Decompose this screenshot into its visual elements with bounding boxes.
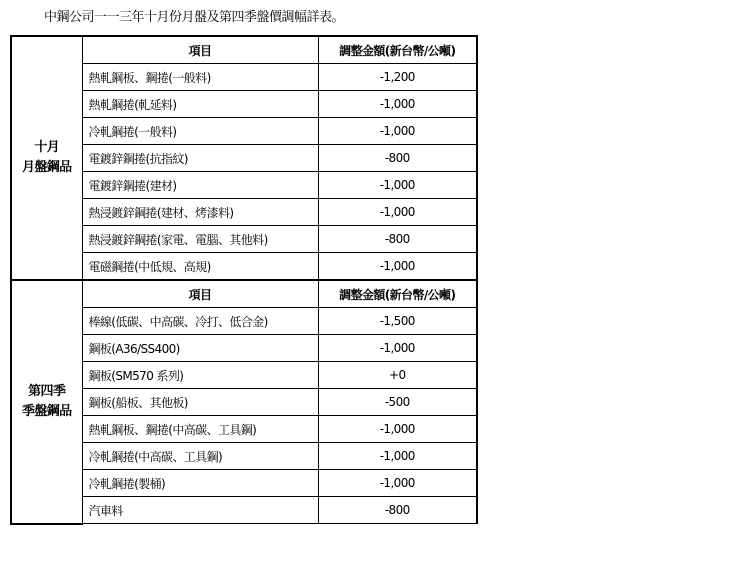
adjustment-amount: +0 [318, 362, 477, 389]
page-title: 中鋼公司一一三年十月份月盤及第四季盤價調幅詳表。 [44, 10, 345, 25]
item-name: 電鍍鋅鋼捲(建材) [82, 172, 318, 199]
column-header-amount: 調整金額(新台幣/公噸) [318, 280, 477, 308]
item-name: 熱浸鍍鋅鋼捲(家電、電腦、其他料) [82, 226, 318, 253]
table-header-row [11, 36, 477, 64]
section-label-line2: 季盤鋼品 [21, 403, 72, 419]
section-label [11, 280, 82, 524]
item-name: 電磁鋼捲(中低規、高規) [82, 253, 318, 281]
adjustment-amount: -1,000 [318, 443, 477, 470]
item-name: 鋼板(A36/SS400) [82, 335, 318, 362]
section-label-line1: 第四季 [28, 383, 66, 399]
item-name: 鋼板(SM570 系列) [82, 362, 318, 389]
adjustment-amount: -1,500 [318, 308, 477, 335]
item-name: 熱浸鍍鋅鋼捲(建材、烤漆料) [82, 199, 318, 226]
section-label [11, 36, 82, 280]
item-name: 熱軋鋼板、鋼捲(一般料) [82, 64, 318, 91]
adjustment-amount: -1,000 [318, 253, 477, 281]
column-header-amount: 調整金額(新台幣/公噸) [318, 36, 477, 64]
adjustment-amount: -500 [318, 389, 477, 416]
column-header-item: 項目 [82, 36, 318, 64]
adjustment-amount: -800 [318, 145, 477, 172]
column-header-item: 項目 [82, 280, 318, 308]
item-name: 汽車料 [82, 497, 318, 524]
item-name: 冷軋鋼捲(中高碳、工具鋼) [82, 443, 318, 470]
item-name: 鋼板(船板、其他板) [82, 389, 318, 416]
adjustment-amount: -1,000 [318, 416, 477, 443]
adjustment-amount: -800 [318, 226, 477, 253]
adjustment-amount: -1,000 [318, 335, 477, 362]
section-label-line2: 月盤鋼品 [21, 160, 72, 175]
adjustment-amount: -1,000 [318, 199, 477, 226]
adjustment-amount: -1,000 [318, 470, 477, 497]
item-name: 電鍍鋅鋼捲(抗指紋) [82, 145, 318, 172]
item-name: 冷軋鋼捲(製桶) [82, 470, 318, 497]
adjustment-amount: -1,000 [318, 172, 477, 199]
adjustment-amount: -800 [318, 497, 477, 524]
item-name: 熱軋鋼捲(軋延料) [82, 91, 318, 118]
item-name: 棒線(低碳、中高碳、冷打、低合金) [82, 308, 318, 335]
adjustment-amount: -1,200 [318, 64, 477, 91]
item-name: 冷軋鋼捲(一般料) [82, 118, 318, 145]
adjustment-amount: -1,000 [318, 118, 477, 145]
price-adjustment-table [10, 35, 478, 525]
section-label-line1: 十月 [34, 140, 60, 155]
adjustment-amount: -1,000 [318, 91, 477, 118]
item-name: 熱軋鋼板、鋼捲(中高碳、工具鋼) [82, 416, 318, 443]
table-header-row [11, 280, 477, 308]
